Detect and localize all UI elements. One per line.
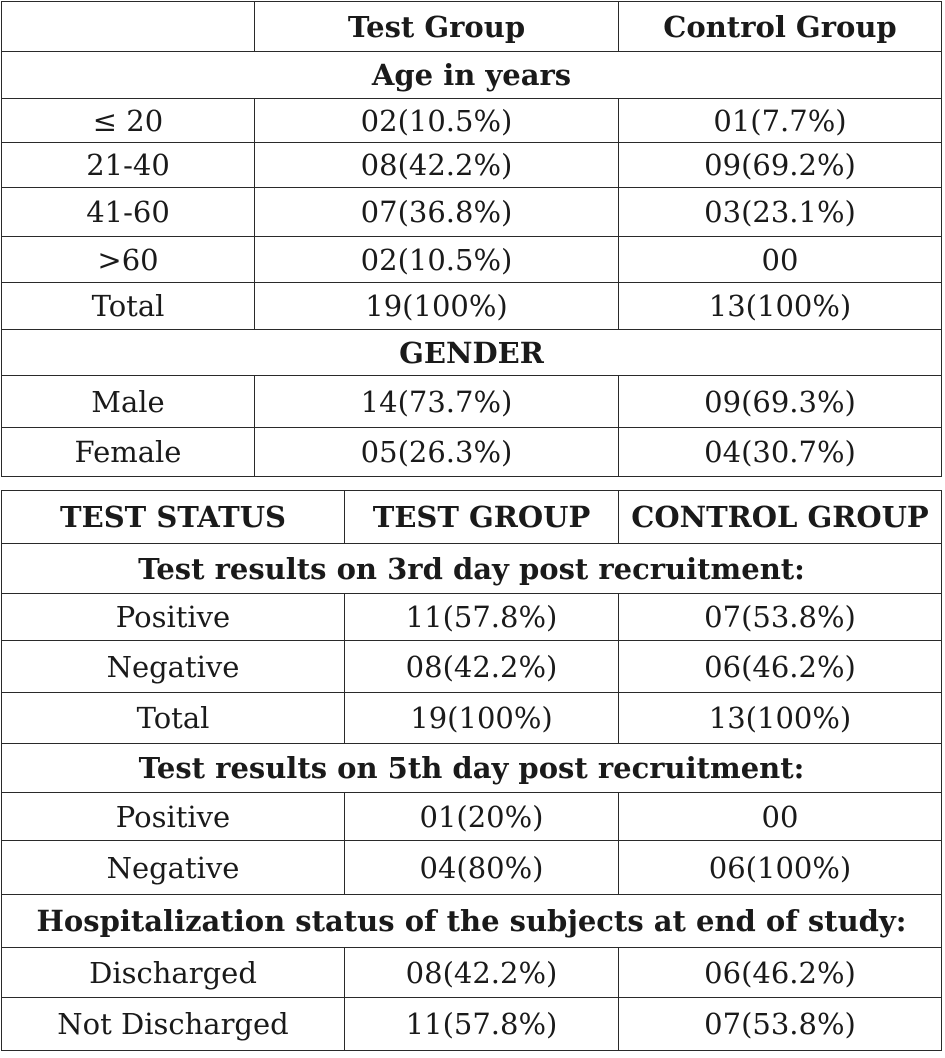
header-cell: CONTROL GROUP bbox=[619, 491, 942, 544]
test-status-table bbox=[1, 490, 942, 1051]
table-row bbox=[2, 99, 942, 143]
test-value: 19(100%) bbox=[345, 693, 619, 744]
control-value: 00 bbox=[619, 793, 942, 841]
row-label: Positive bbox=[2, 793, 345, 841]
control-value: 03(23.1%) bbox=[619, 188, 942, 237]
test-value: 08(42.2%) bbox=[255, 143, 619, 188]
table-row bbox=[2, 376, 942, 428]
control-value: 01(7.7%) bbox=[619, 99, 942, 143]
section-title: GENDER bbox=[2, 330, 942, 376]
test-value: 08(42.2%) bbox=[345, 948, 619, 998]
section-title: Test results on 5th day post recruitment: bbox=[2, 744, 942, 793]
header-cell: TEST GROUP bbox=[345, 491, 619, 544]
test-value: 14(73.7%) bbox=[255, 376, 619, 428]
control-value: 06(100%) bbox=[619, 841, 942, 895]
test-value: 05(26.3%) bbox=[255, 428, 619, 477]
row-label: Discharged bbox=[2, 948, 345, 998]
row-label: Female bbox=[2, 428, 255, 477]
table-row bbox=[2, 693, 942, 744]
row-label: 21-40 bbox=[2, 143, 255, 188]
test-value: 08(42.2%) bbox=[345, 641, 619, 693]
header-cell bbox=[2, 2, 255, 52]
section-title: Hospitalization status of the subjects at end of study: bbox=[2, 895, 942, 948]
table-row bbox=[2, 793, 942, 841]
table-row bbox=[2, 283, 942, 330]
row-label: Positive bbox=[2, 594, 345, 641]
row-label: Total bbox=[2, 283, 255, 330]
control-value: 13(100%) bbox=[619, 283, 942, 330]
test-value: 04(80%) bbox=[345, 841, 619, 895]
section-row bbox=[2, 330, 942, 376]
header-cell: Test Group bbox=[255, 2, 619, 52]
test-value: 19(100%) bbox=[255, 283, 619, 330]
table-row bbox=[2, 841, 942, 895]
table-header-row bbox=[2, 491, 942, 544]
table-row bbox=[2, 237, 942, 283]
table-row bbox=[2, 428, 942, 477]
control-value: 09(69.2%) bbox=[619, 143, 942, 188]
section-title: Test results on 3rd day post recruitment: bbox=[2, 544, 942, 594]
section-row bbox=[2, 744, 942, 793]
row-label: Negative bbox=[2, 641, 345, 693]
control-value: 06(46.2%) bbox=[619, 641, 942, 693]
section-row bbox=[2, 544, 942, 594]
control-value: 07(53.8%) bbox=[619, 594, 942, 641]
row-label: Male bbox=[2, 376, 255, 428]
header-cell: Control Group bbox=[619, 2, 942, 52]
control-value: 00 bbox=[619, 237, 942, 283]
row-label: 41-60 bbox=[2, 188, 255, 237]
control-value: 06(46.2%) bbox=[619, 948, 942, 998]
row-label: >60 bbox=[2, 237, 255, 283]
test-value: 02(10.5%) bbox=[255, 237, 619, 283]
test-value: 02(10.5%) bbox=[255, 99, 619, 143]
row-label: Negative bbox=[2, 841, 345, 895]
control-value: 04(30.7%) bbox=[619, 428, 942, 477]
control-value: 07(53.8%) bbox=[619, 998, 942, 1051]
row-label: ≤ 20 bbox=[2, 99, 255, 143]
table-row bbox=[2, 998, 942, 1051]
demographics-table bbox=[1, 1, 942, 477]
test-value: 11(57.8%) bbox=[345, 594, 619, 641]
table-row bbox=[2, 948, 942, 998]
table-row bbox=[2, 641, 942, 693]
table-row bbox=[2, 594, 942, 641]
test-value: 07(36.8%) bbox=[255, 188, 619, 237]
control-value: 09(69.3%) bbox=[619, 376, 942, 428]
table-row bbox=[2, 143, 942, 188]
row-label: Total bbox=[2, 693, 345, 744]
test-value: 11(57.8%) bbox=[345, 998, 619, 1051]
section-row bbox=[2, 895, 942, 948]
section-title: Age in years bbox=[2, 52, 942, 99]
header-cell: TEST STATUS bbox=[2, 491, 345, 544]
test-value: 01(20%) bbox=[345, 793, 619, 841]
section-row bbox=[2, 52, 942, 99]
control-value: 13(100%) bbox=[619, 693, 942, 744]
table-row bbox=[2, 188, 942, 237]
row-label: Not Discharged bbox=[2, 998, 345, 1051]
table-header-row bbox=[2, 2, 942, 52]
